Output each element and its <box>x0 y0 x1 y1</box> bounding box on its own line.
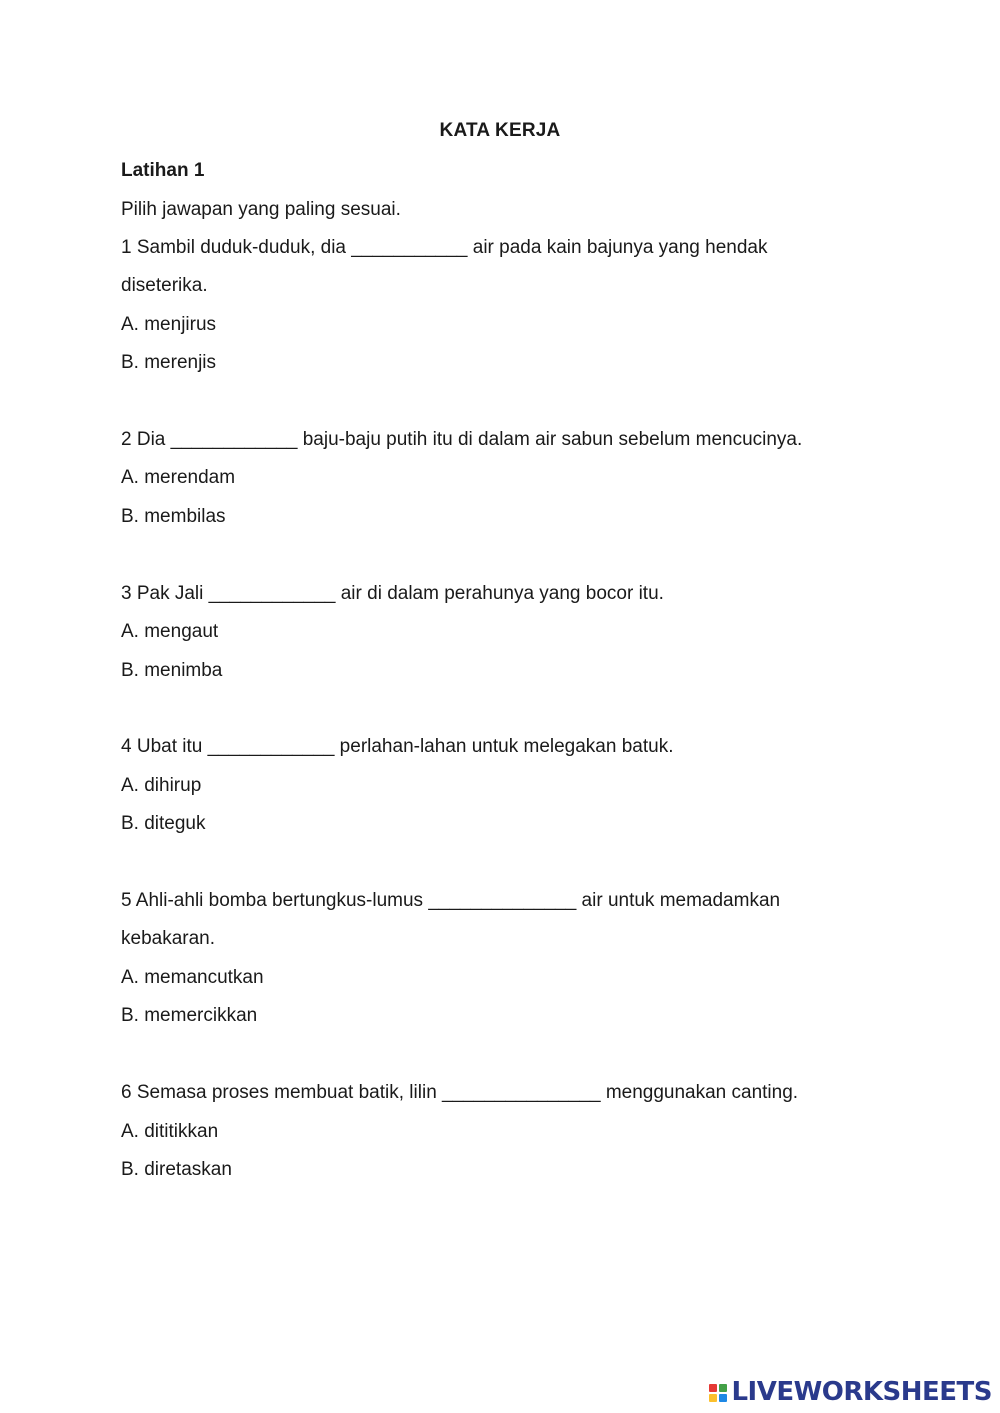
question-5-text: 5 Ahli-ahli bomba bertungkus-lumus ______________ air untuk memadamkan <box>121 890 781 911</box>
question-2-option-b[interactable]: B. membilas <box>121 506 226 527</box>
question-2-option-a[interactable]: A. merendam <box>121 467 236 488</box>
page-title: KATA KERJA <box>439 120 561 141</box>
question-6-text: 6 Semasa proses membuat batik, lilin _______________ menggunakan canting. <box>121 1082 799 1103</box>
question-3-text: 3 Pak Jali ____________ air di dalam perahunya yang bocor itu. <box>121 583 664 604</box>
logo-square-red <box>709 1384 717 1392</box>
logo-square-yellow <box>709 1394 717 1402</box>
liveworksheets-brand[interactable] <box>709 1377 992 1407</box>
brand-text: LIVEWORKSHEETS <box>731 1377 992 1407</box>
question-4-option-a[interactable]: A. dihirup <box>121 775 202 796</box>
question-1-text-continued: diseterika. <box>121 275 208 296</box>
question-4-option-b[interactable]: B. diteguk <box>121 813 206 834</box>
logo-square-blue <box>719 1394 727 1402</box>
question-5-text-continued: kebakaran. <box>121 928 216 949</box>
section-heading: Latihan 1 <box>121 160 205 181</box>
question-1-text: 1 Sambil duduk-duduk, dia ___________ air pada kain bajunya yang hendak <box>121 237 768 258</box>
question-1-option-b[interactable]: B. merenjis <box>121 352 217 373</box>
instruction-text: Pilih jawapan yang paling sesuai. <box>121 199 401 220</box>
question-2-text: 2 Dia ____________ baju-baju putih itu di dalam air sabun sebelum mencucinya. <box>121 429 803 450</box>
question-3-option-a[interactable]: A. mengaut <box>121 621 219 642</box>
logo-square-green <box>719 1384 727 1392</box>
question-6-option-b[interactable]: B. diretaskan <box>121 1159 232 1180</box>
question-1-option-a[interactable]: A. menjirus <box>121 314 217 335</box>
question-6-option-a[interactable]: A. dititikkan <box>121 1121 219 1142</box>
question-5-option-b[interactable]: B. memercikkan <box>121 1005 258 1026</box>
question-4-text: 4 Ubat itu ____________ perlahan-lahan untuk melegakan batuk. <box>121 736 674 757</box>
question-5-option-a[interactable]: A. memancutkan <box>121 967 264 988</box>
liveworksheets-logo-icon <box>709 1384 727 1402</box>
question-3-option-b[interactable]: B. menimba <box>121 660 223 681</box>
